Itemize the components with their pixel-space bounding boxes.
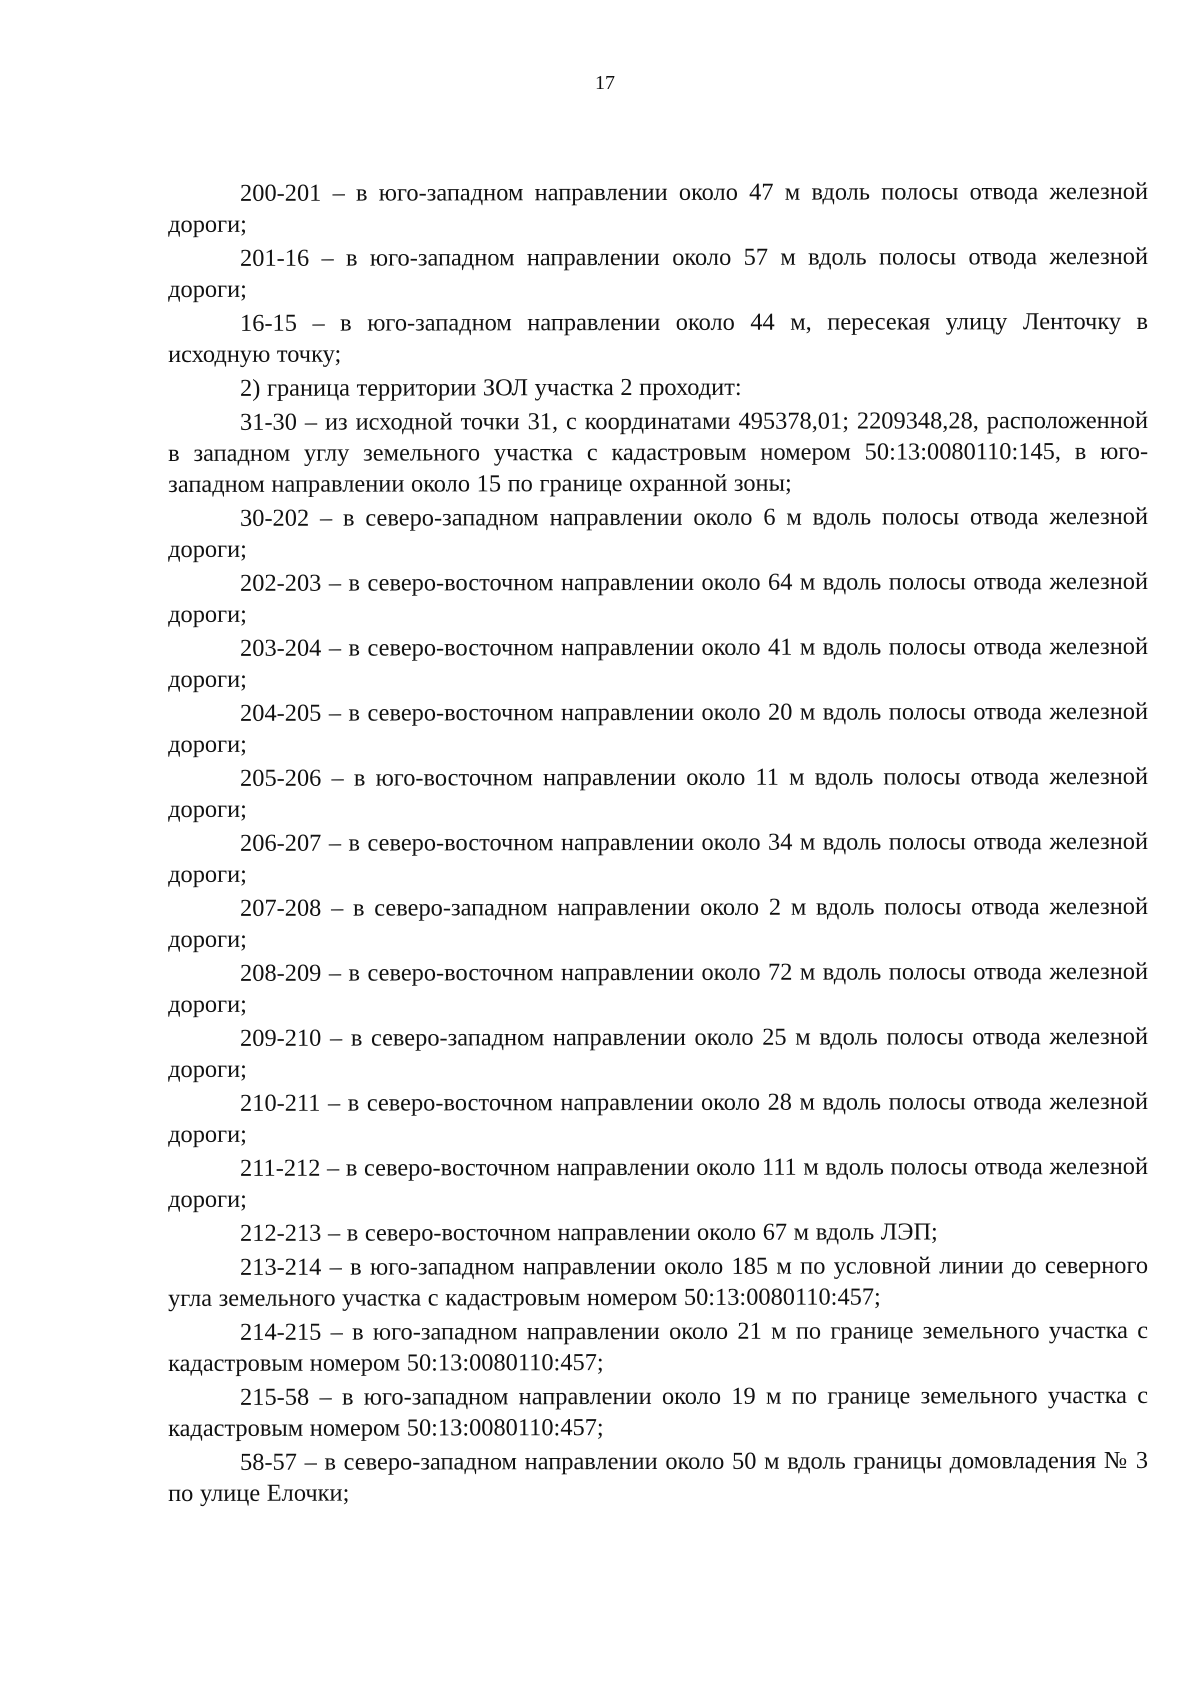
paragraph-204-205: 204-205 – в северо-восточном направлении около 20 м вдоль полосы отвода железной дороги; [168, 697, 1149, 758]
page-number: 17 [595, 72, 615, 94]
paragraph-31-30: 31-30 – из исходной точки 31, с координатами 495378,01; 2209348,28, расположенной в западном углу земельного участка с кадастровым номером 50:13:0080110:145, в юго-западном направлении около 15 по границе охранной зоны; [168, 406, 1149, 498]
paragraph-202-203: 202-203 – в северо-восточном направлении около 64 м вдоль полосы отвода железной дороги; [168, 567, 1149, 628]
paragraph-205-206: 205-206 – в юго-восточном направлении около 11 м вдоль полосы отвода железной дороги; [168, 762, 1149, 823]
paragraph-208-209: 208-209 – в северо-восточном направлении около 72 м вдоль полосы отвода железной дороги; [168, 957, 1149, 1018]
paragraph-213-214: 213-214 – в юго-западном направлении около 185 м по условной линии до северного угла земельного участка с кадастровым номером 50:13:0080110:457; [168, 1251, 1149, 1312]
paragraph-210-211: 210-211 – в северо-восточном направлении около 28 м вдоль полосы отвода железной дороги; [168, 1087, 1149, 1148]
paragraph-215-58: 215-58 – в юго-западном направлении около 19 м по границе земельного участка с кадастровым номером 50:13:0080110:457; [168, 1381, 1149, 1442]
paragraph-58-57: 58-57 – в северо-западном направлении около 50 м вдоль границы домовладения № 3 по улице Елочки; [168, 1446, 1149, 1507]
paragraph-207-208: 207-208 – в северо-западном направлении около 2 м вдоль полосы отвода железной дороги; [168, 892, 1149, 953]
paragraph-211-212: 211-212 – в северо-восточном направлении около 111 м вдоль полосы отвода железной дороги; [168, 1152, 1149, 1213]
paragraph-section-2-heading: 2) граница территории ЗОЛ участка 2 проходит: [240, 373, 742, 402]
paragraph-209-210: 209-210 – в северо-западном направлении около 25 м вдоль полосы отвода железной дороги; [168, 1022, 1149, 1083]
paragraph-16-15: 16-15 – в юго-западном направлении около 44 м, пересекая улицу Ленточку в исходную точку; [168, 307, 1149, 368]
paragraph-214-215: 214-215 – в юго-западном направлении около 21 м по границе земельного участка с кадастровым номером 50:13:0080110:457; [168, 1316, 1149, 1377]
paragraph-206-207: 206-207 – в северо-восточном направлении около 34 м вдоль полосы отвода железной дороги; [168, 827, 1149, 888]
paragraph-200-201: 200-201 – в юго-западном направлении около 47 м вдоль полосы отвода железной дороги; [168, 177, 1149, 238]
paragraph-201-16: 201-16 – в юго-западном направлении около 57 м вдоль полосы отвода железной дороги; [168, 242, 1149, 303]
paragraph-203-204: 203-204 – в северо-восточном направлении около 41 м вдоль полосы отвода железной дороги; [168, 632, 1149, 693]
paragraph-30-202: 30-202 – в северо-западном направлении около 6 м вдоль полосы отвода железной дороги; [168, 502, 1149, 563]
document-body [168, 178, 1148, 1509]
paragraph-212-213: 212-213 – в северо-восточном направлении около 67 м вдоль ЛЭП; [240, 1218, 938, 1247]
